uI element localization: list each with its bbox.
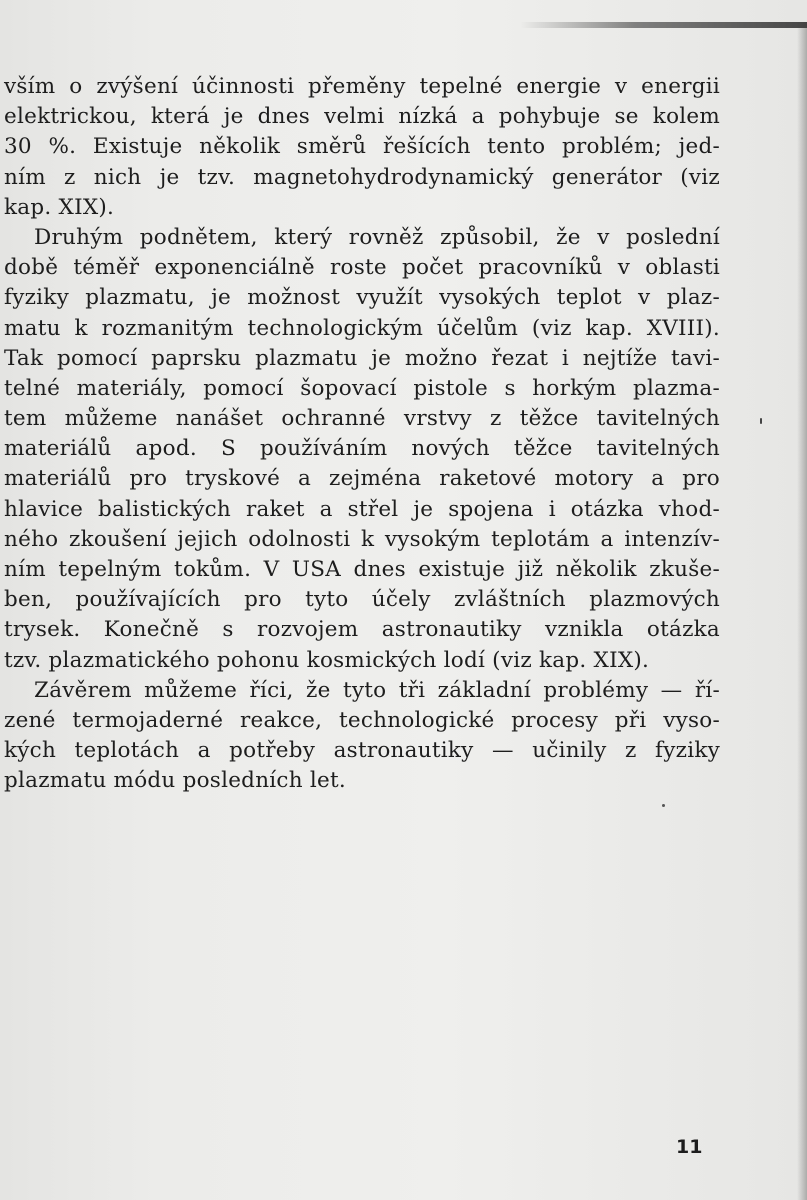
print-speck	[760, 418, 762, 424]
text-line: době téměř exponenciálně roste počet pracovníků v oblasti	[4, 255, 720, 281]
text-line: matu k rozmanitým technologickým účelům (viz kap. XVIII).	[4, 315, 720, 341]
text-line: ného zkoušení jejich odolnosti k vysokým teplotám a intenzív-	[4, 526, 720, 552]
body-text	[4, 72, 720, 797]
text-line: elektrickou, která je dnes velmi nízká a pohybuje se kolem	[4, 104, 720, 130]
paragraph	[4, 676, 720, 797]
text-line: plazmatu módu posledních let.	[4, 768, 346, 794]
text-line: tem můžeme nanášet ochranné vrstvy z těžce tavitelných	[4, 406, 720, 432]
text-line: ben, používajících pro tyto účely zvláštních plazmových	[4, 587, 720, 613]
text-line: Závěrem můžeme říci, že tyto tři základní problémy — ří-	[34, 677, 720, 703]
text-line: vším o zvýšení účinnosti přeměny tepelné energie v energii	[4, 74, 720, 99]
text-line: 30 %. Existuje několik směrů řešících tento problém; jed-	[4, 134, 720, 160]
text-line: tzv. plazmatického pohonu kosmických lodí (viz kap. XIX).	[4, 647, 650, 673]
page-number: 11	[676, 1136, 703, 1158]
paragraph	[4, 223, 720, 676]
page-edge-shadow-top	[520, 22, 807, 28]
text-line: kých teplotách a potřeby astronautiky — učinily z fyziky	[4, 738, 720, 764]
text-line: Druhým podnětem, který rovněž způsobil, že v poslední	[34, 224, 720, 250]
text-line: ním z nich je tzv. magnetohydrodynamický generátor (viz	[4, 164, 720, 190]
text-line: kap. XIX).	[4, 194, 115, 220]
text-line: materiálů apod. S používáním nových těžce tavitelných	[4, 436, 720, 462]
print-speck	[662, 804, 665, 807]
text-line: ním tepelným tokům. V USA dnes existuje již několik zkuše-	[4, 557, 720, 582]
text-line: hlavice balistických raket a střel je spojena i otázka vhod-	[4, 496, 720, 522]
text-line: fyziky plazmatu, je možnost využít vysokých teplot v plaz-	[4, 285, 720, 311]
text-line: Tak pomocí paprsku plazmatu je možno řezat i nejtíže tavi-	[4, 345, 720, 371]
text-line: materiálů pro tryskové a zejména raketové motory a pro	[4, 466, 720, 492]
text-line: trysek. Konečně s rozvojem astronautiky vznikla otázka	[4, 617, 720, 643]
text-line: zené termojaderné reakce, technologické procesy při vyso-	[4, 707, 720, 733]
text-line: telné materiály, pomocí šopovací pistole s horkým plazma-	[4, 375, 720, 401]
paragraph	[4, 72, 720, 223]
page-edge-shadow-right	[797, 22, 807, 1200]
